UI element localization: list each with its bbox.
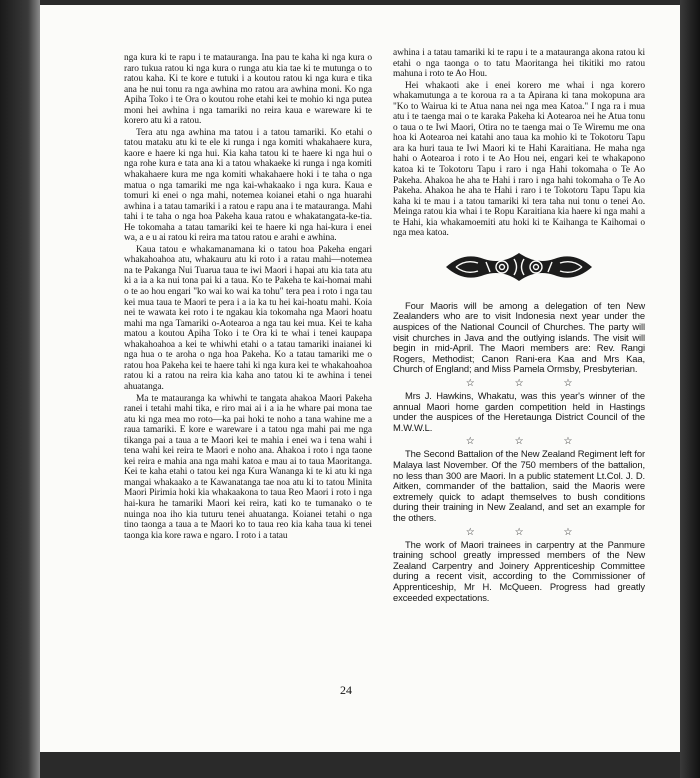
right-continued-text: awhina i a tatau tamariki ki te rapu i te a matauranga akona ratou ki etahi o nga taonga o to tatu Maoritanga hei tikitiki mo ratou mahuna i roto te Ao Hou. xyxy=(393,48,645,80)
right-column xyxy=(393,48,645,603)
left-column xyxy=(124,53,372,541)
left-paragraph-3: Kaua tatou e whakamanamana ki o tatou hoa Pakeha engari whakahoahoa atu, whakauru atu ki roto i a ratau mahi—notemea na te Pakanga Nui Tuarua taua te iwi Maori i hapai atu kia tata atu ki a ia a ka nui tona pai ki a taua. Ko te Pakeha te kai-homai mahi o te ao hou engari "ko wai ko wai ka tohu" tera pea i roto i nga tau kei mua taua te Maori te pera i a ia ka tu hei kai-hoatu mahi. Koia nei te wawata kei roto i te ngakau kia tokomaha nga Maori hoatu mahi ma nga Tamariki o-Aotearoa a nga tau kei mua. Kei te kaha matou a koutou Apiha Toko i te Ora ki te whai i tenei kaupapa whakahoahoa a kei te whiwhi etahi o a tatau tamariki inaianei ki nga hua o te aroha o nga hoa Pakeha. Ko a tatau tamariki me o ratou hoa Pakeha kei te haere tahi ki nga kura kei te whakahoahoa ratou ki a ratou na reira kia kaha ano tatou ki te awhina i tenei ahuatanga. xyxy=(124,244,372,392)
magazine-page xyxy=(40,5,680,752)
news-section xyxy=(393,301,645,603)
news-item-garden: Mrs J. Hawkins, Whakatu, was this year's winner of the annual Maori home garden competition held in Hastings under the auspices of the Heretaunga District Council of the M.W.W.L. xyxy=(393,390,645,433)
news-item-carpentry: The work of Maori trainees in carpentry at the Panmure training school greatly impressed members of the New Zealand Carpentry and Joinery Apprenticeship Committee during a recent visit, according to the Commissioner of Apprenticeship, Mr H. McQueen. Progress had greatly exceeded expectations. xyxy=(393,538,645,603)
star-icon: ☆ xyxy=(514,526,524,538)
star-divider xyxy=(393,436,645,447)
star-icon: ☆ xyxy=(563,526,573,538)
star-icon: ☆ xyxy=(563,436,573,448)
star-icon: ☆ xyxy=(514,436,524,448)
star-icon: ☆ xyxy=(563,378,573,389)
star-icon: ☆ xyxy=(465,436,475,448)
page-number: 24 xyxy=(340,683,352,697)
left-paragraph-2: Tera atu nga awhina ma tatou i a tatou tamariki. Ko etahi o tatou mataku atu ki te ele ki runga i nga komiti whakahaere kura, kaore e haere ki nga hui. Kia kaha tatou ki te haere ki nga hui o nga rohe kura e tata ana ki a tatou whakaeke ki runga i nga komiti whakahaere kura me nga komiti whakahaere hoki i te taha o nga matua o nga tamariki me nga kai-whakaako i nga kura. Kaua e tomuri ki enei o nga mahi, notemea koianei etahi o nga huarahi awhina i a tatau tamariki i a ratou e rapu ana i te matauranga. Mahi tahi i te taha o nga hoa Pakeha kaua ratou e whakatangata-ke-tia. He tokomaha a tatau tamariki kei te haere ki nga hai-kura i enei wa, a e u ai ratou ki reira ma tatou ratou e arahi e awhina. xyxy=(124,127,372,244)
page-edge-shadow xyxy=(680,0,700,778)
left-paragraph-4: Ma te matauranga ka whiwhi te tangata ahakoa Maori Pakeha ranei i tetahi mahi tika, e riro mai ai i a ia he whare pai mona tae atu ki nga mea mo roto—ka pai hoki te noho a tana wahine me a raua tamariki. E kore e wareware i a tatou nga mahi pai me nga tikanga pai a taua a te Maori kei te mahia i enei wa i tena wahi i tena wahi kei reira te Maori e noho ana. Ahakoa i roto i nga taone kei reira e mahia ana nga mahi katoa e mau ai to taua Maoritanga. Kei te kaha etahi o tatou kei nga Kura Wananga ki te ki atu ki nga mangai whakaako a te Kawanatanga tae noa atu ki to tatou Minita Maori Pirimia hoki kia whakaakona to taua Reo Maori i roto i nga hai-kura he tamariki Maori kei reira, kati ko te tumanako o te nuinga noa iho kia tuturu tenei ahuatanga. Koianei tetahi o nga tino taonga a taua a te Maori ko to taua reo kia kaha taua ki tenei taonga kia kore rawa e ngaro. I roto i a tatau xyxy=(124,393,372,541)
koru-carving-ornament-icon xyxy=(393,249,645,285)
news-item-delegation: Four Maoris will be among a delegation of ten New Zealanders who are to visit Indonesia next year under the auspices of the National Council of Churches. The party will visit churches in Java and the outlying islands. The visit will begin in mid-April. The Maori members are: Rev. Rangi Rogers, Methodist; Canon Rani-era Kaa and Mrs Kaa, Church of England; and Miss Pamela Ormsby, Presbyterian. xyxy=(393,299,645,375)
left-paragraph-1: nga kura ki te rapu i te matauranga. Ina pau te kaha ki nga kura o raro tukua ratou ki nga kura o runga atu kia tae ki te mutunga o to ratou kaha. Ki te kore e tutuki i a koutou ratou ki nga kura e tika ana he nui tonu ra nga awhina mo ratou ara awhina moni. Ko nga Apiha Toko i te Ora o koutou rohe etahi kei te mohio ki nga putea moni hei awhina i nga tamariki no reira kaua e wareware ki te korero atu ki a ratou. xyxy=(124,53,372,127)
star-divider xyxy=(393,527,645,538)
book-spine-shadow xyxy=(0,0,40,778)
star-icon: ☆ xyxy=(465,378,475,389)
news-item-battalion: The Second Battalion of the New Zealand Regiment left for Malaya last November. Of the 750 members of the battalion, no less than 300 are Maori. In a public statement Lt.Col. J. D. Aitken, commander of the battalion, said the Maoris were extremely quick to adapt themselves to bush conditions during their training in New Zealand, and set an example for the others. xyxy=(393,448,645,523)
star-icon: ☆ xyxy=(465,526,475,538)
right-paragraph-closing: Hei whakaoti ake i enei korero me whai i nga korero whakamutunga a te koroua ra a ta Apirana ki tana mokopuna ara "Ko to Wairua ki te Atua nana nei nga mea Katoa." I nga ra i mua atu i te taenga mai o te karaka Pakeha ki Aotearoa nei he Atua tonu o taua o te Iwi Maori, Otira no te taenga mai o Te Wiremu me ona hoa ki Aotearoa nei katahi ano taua ka mohio ki te Tokotoru Tapu ara ka huri taua te Iwi Maori ki te Hahi Karaitiana. He maha nga hahi o Aotearoa i roto i te Ao Hou nei, engari kei te whakapono katoa ki te Tokotoru Tapu i raro i nga Hahi tokomaha o Te Ao Pakeha. Ahakoa he aha te Hahi i raro i nga hahi tokomaha o Te Ao Pakeha. Ahakoa he aha te Hahi i raro i te Tokotoru Tapu Tapu kia kaha ki te mau i a tatou tamariki ki tera taha nui tonu o tenei Ao. Meinga ratou kia whai i te Ropu Karaitiana kia haere ki nga mahi a te Hahi, kia whakamoemiti atu hoki ki te Kaihanga te Kaihomai o nga mea katoa. xyxy=(393,80,645,239)
star-icon: ☆ xyxy=(514,378,524,389)
star-divider xyxy=(393,378,645,389)
